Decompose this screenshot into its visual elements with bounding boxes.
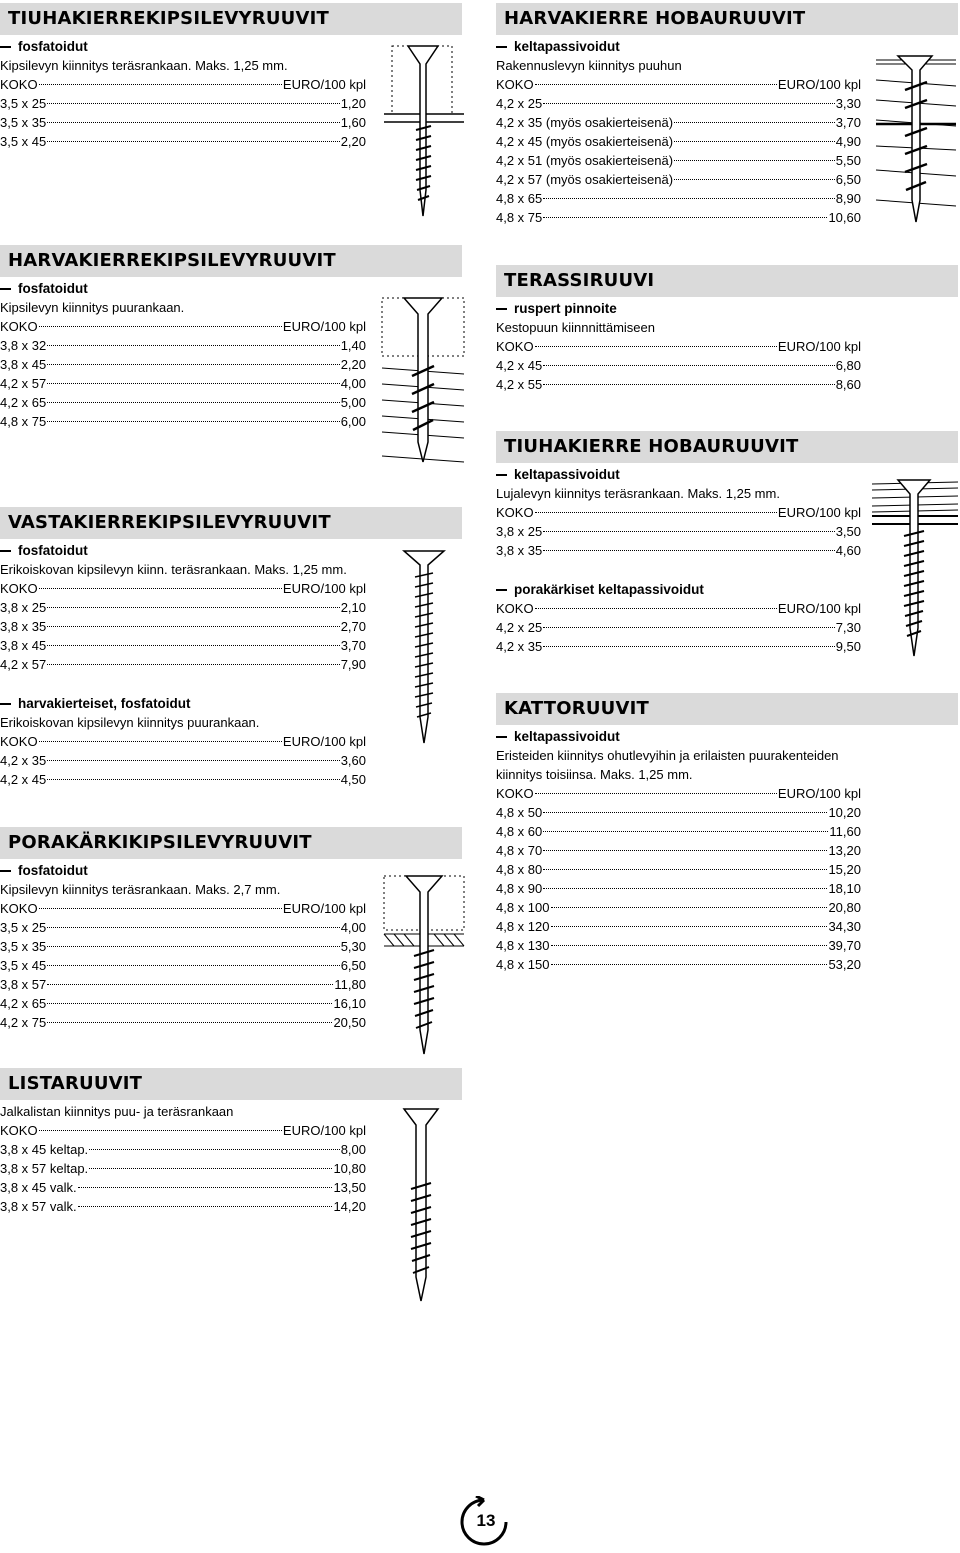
section-title: LISTARUUVIT [0, 1068, 462, 1100]
price-row: 4,2 x 45 (myös osakierteisenä) 4,90 [496, 134, 861, 149]
trim-screw-illustration [396, 1105, 446, 1305]
price-row: 4,8 x 50 10,20 [496, 805, 861, 820]
price-row: 3,5 x 45 6,50 [0, 958, 366, 973]
price-row: 3,8 x 45 2,20 [0, 357, 366, 372]
price-row: 4,2 x 25 3,30 [496, 96, 861, 111]
price-row: 4,2 x 51 (myös osakierteisenä) 5,50 [496, 153, 861, 168]
section-vastakierrekipsilevyruuvit [0, 507, 462, 789]
page-number: 13 [476, 1511, 496, 1530]
price-row: 4,2 x 65 16,10 [0, 996, 366, 1011]
section-description: Kestopuun kiinnnittämiseen [496, 320, 655, 335]
price-row: 3,5 x 35 1,60 [0, 115, 366, 130]
section-description-line-2: kiinnitys toisiinsa. Maks. 1,25 mm. [496, 767, 693, 782]
section-terassiruuvi [496, 265, 958, 394]
price-table-header: KOKO EURO/100 kpl [0, 319, 366, 334]
price-row: 4,2 x 45 6,80 [496, 358, 861, 373]
section-title: HARVAKIERREKIPSILEVYRUUVIT [0, 245, 462, 277]
price-row: 3,5 x 25 1,20 [0, 96, 366, 111]
price-row: 3,5 x 35 5,30 [0, 939, 366, 954]
price-row: 3,8 x 57 11,80 [0, 977, 366, 992]
section-subtitle: fosfatoidut [0, 279, 366, 298]
price-table-header: KOKO EURO/100 kpl [496, 786, 861, 801]
section-title: TIUHAKIERREKIPSILEVYRUUVIT [0, 3, 462, 35]
section-title: HARVAKIERRE HOBAURUUVIT [496, 3, 958, 35]
price-table-header: KOKO EURO/100 kpl [0, 77, 366, 92]
section-description: Lujalevyn kiinnitys teräsrankaan. Maks. 1,25 mm. [496, 486, 780, 501]
price-row: 4,8 x 75 6,00 [0, 414, 366, 429]
price-row: 4,8 x 90 18,10 [496, 881, 861, 896]
price-row: 4,2 x 35 (myös osakierteisenä) 3,70 [496, 115, 861, 130]
hobau-coarse-screw-illustration [872, 50, 960, 230]
section-title: VASTAKIERREKIPSILEVYRUUVIT [0, 507, 462, 539]
section-description: Kipsilevyn kiinnitys teräsrankaan. Maks. 2,7 mm. [0, 882, 281, 897]
price-row: 4,8 x 130 39,70 [496, 938, 861, 953]
page-number-badge [458, 1496, 510, 1548]
section-subtitle: fosfatoidut [0, 541, 366, 560]
coarse-thread-screw-illustration [378, 292, 468, 472]
price-table-header: KOKO EURO/100 kpl [496, 601, 861, 616]
price-row: 4,2 x 55 8,60 [496, 377, 861, 392]
price-table-header: KOKO EURO/100 kpl [0, 1123, 366, 1138]
section-description: Rakennuslevyn kiinnitys puuhun [496, 58, 682, 73]
section-subtitle-2: porakärkiset keltapassivoidut [496, 580, 861, 599]
price-row: 4,8 x 80 15,20 [496, 862, 861, 877]
section-listaruuvit [0, 1068, 462, 1216]
section-subtitle: ruspert pinnoite [496, 299, 861, 318]
section-subtitle: keltapassivoidut [496, 465, 861, 484]
price-row: 3,8 x 45 keltap. 8,00 [0, 1142, 366, 1157]
price-row: 3,8 x 45 valk. 13,50 [0, 1180, 366, 1195]
price-table-header: KOKO EURO/100 kpl [496, 339, 861, 354]
price-row: 4,2 x 57 (myös osakierteisenä) 6,50 [496, 172, 861, 187]
price-row: 3,8 x 35 2,70 [0, 619, 366, 634]
section-description: Kipsilevyn kiinnitys teräsrankaan. Maks. 1,25 mm. [0, 58, 288, 73]
section-description: Erikoiskovan kipsilevyn kiinn. teräsrankaan. Maks. 1,25 mm. [0, 562, 347, 577]
section-title: TERASSIRUUVI [496, 265, 958, 297]
price-row: 3,5 x 45 2,20 [0, 134, 366, 149]
section-description: Jalkalistan kiinnitys puu- ja teräsrankaan [0, 1104, 234, 1119]
price-row: 4,2 x 25 7,30 [496, 620, 861, 635]
price-row: 3,8 x 25 2,10 [0, 600, 366, 615]
price-row: 4,8 x 65 8,90 [496, 191, 861, 206]
counter-thread-screw-illustration [398, 547, 450, 747]
price-row: 4,8 x 120 34,30 [496, 919, 861, 934]
price-row: 4,8 x 150 53,20 [496, 957, 861, 972]
section-title: KATTORUUVIT [496, 693, 958, 725]
drill-point-screw-illustration [380, 870, 468, 1060]
price-row: 4,8 x 100 20,80 [496, 900, 861, 915]
section-description: Eristeiden kiinnitys ohutlevyihin ja erilaisten puurakenteiden [496, 748, 839, 763]
hobau-fine-screw-illustration [870, 476, 960, 662]
section-subtitle: keltapassivoidut [496, 37, 861, 56]
section-subtitle: keltapassivoidut [496, 727, 861, 746]
section-kattoruuvit [496, 693, 958, 974]
price-row: 3,8 x 35 4,60 [496, 543, 861, 558]
drywall-screw-illustration [378, 40, 468, 220]
section-subtitle-2: harvakierteiset, fosfatoidut [0, 694, 366, 713]
section-subtitle: fosfatoidut [0, 861, 366, 880]
price-table-header: KOKO EURO/100 kpl [496, 77, 861, 92]
price-row: 3,8 x 25 3,50 [496, 524, 861, 539]
price-row: 4,2 x 57 4,00 [0, 376, 366, 391]
price-row: 4,2 x 75 20,50 [0, 1015, 366, 1030]
section-description: Kipsilevyn kiinnitys puurankaan. [0, 300, 185, 315]
price-row: 4,2 x 35 9,50 [496, 639, 861, 654]
price-row: 3,8 x 57 keltap. 10,80 [0, 1161, 366, 1176]
price-row: 4,2 x 57 7,90 [0, 657, 366, 672]
price-row: 4,8 x 75 10,60 [496, 210, 861, 225]
price-table-header: KOKO EURO/100 kpl [0, 734, 366, 749]
price-row: 4,2 x 45 4,50 [0, 772, 366, 787]
section-description-2: Erikoiskovan kipsilevyn kiinnitys puurankaan. [0, 715, 260, 730]
price-row: 3,8 x 57 valk. 14,20 [0, 1199, 366, 1214]
price-row: 3,8 x 45 3,70 [0, 638, 366, 653]
price-row: 4,8 x 70 13,20 [496, 843, 861, 858]
price-row: 4,2 x 65 5,00 [0, 395, 366, 410]
price-table-header: KOKO EURO/100 kpl [496, 505, 861, 520]
price-table-header: KOKO EURO/100 kpl [0, 581, 366, 596]
section-title: TIUHAKIERRE HOBAURUUVIT [496, 431, 958, 463]
section-title: PORAKÄRKIKIPSILEVYRUUVIT [0, 827, 462, 859]
section-subtitle: fosfatoidut [0, 37, 366, 56]
price-row: 4,8 x 60 11,60 [496, 824, 861, 839]
price-row: 3,5 x 25 4,00 [0, 920, 366, 935]
price-table-header: KOKO EURO/100 kpl [0, 901, 366, 916]
price-row: 3,8 x 32 1,40 [0, 338, 366, 353]
price-row: 4,2 x 35 3,60 [0, 753, 366, 768]
